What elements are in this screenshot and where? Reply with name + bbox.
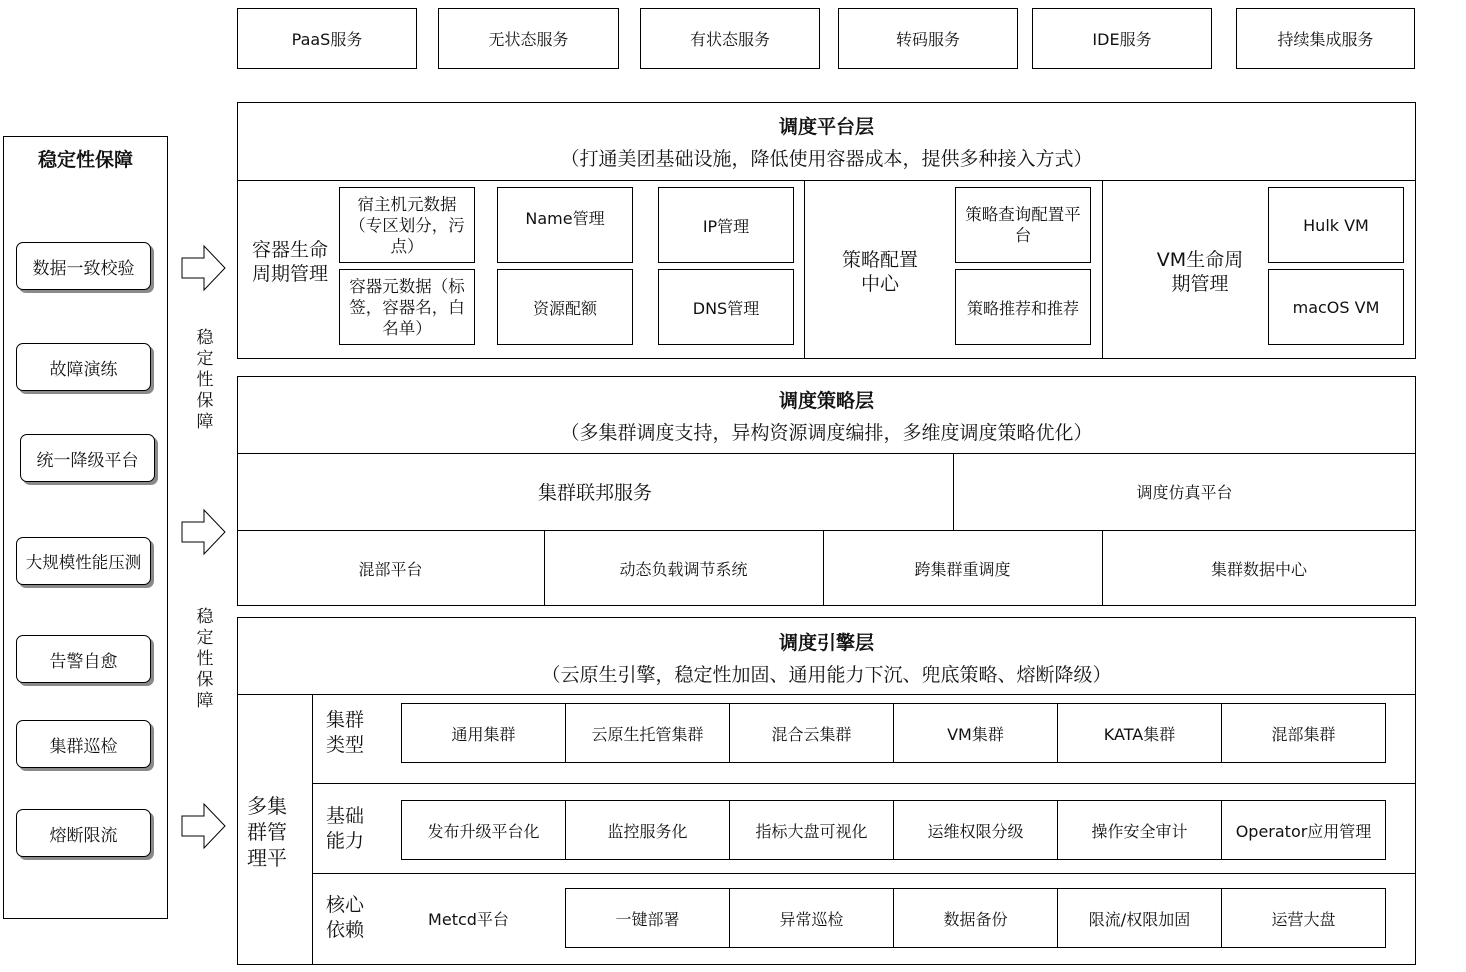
cluster-data-center: 集群数据中心 <box>1210 559 1307 579</box>
host-metadata: 宿主机元数据（专区划分，污点） <box>339 187 475 263</box>
divider <box>1102 180 1103 359</box>
capability-operator: Operator应用管理 <box>1221 800 1386 860</box>
dynamic-load-system: 动态负载调节系统 <box>619 559 748 579</box>
ip-management: IP管理 <box>658 187 794 263</box>
service-ide: IDE服务 <box>1032 8 1212 69</box>
divider <box>237 180 1416 181</box>
stability-side-label: 稳定性保障 <box>196 607 214 711</box>
name-management: Name管理 <box>497 187 633 263</box>
divider <box>804 180 805 359</box>
divider <box>312 694 313 965</box>
cluster-types-label: 集群类型 <box>326 709 365 756</box>
capability-release: 发布升级平台化 <box>401 800 566 860</box>
service-paas: PaaS服务 <box>237 8 417 69</box>
macos-vm: macOS VM <box>1268 269 1404 345</box>
capability-dashboard: 指标大盘可视化 <box>729 800 894 860</box>
service-stateful: 有状态服务 <box>640 8 820 69</box>
divider <box>237 694 1416 695</box>
core-ops-dashboard: 运营大盘 <box>1221 888 1386 948</box>
stability-item-circuit-break: 熔断限流 <box>16 809 151 857</box>
platform-layer-title: 调度平台层 <box>778 115 874 138</box>
strategy-layer-subtitle: （多集群调度支持，异构资源调度编排，多维度调度策略优化） <box>560 421 1093 444</box>
cluster-type-cloud-native: 云原生托管集群 <box>565 703 730 763</box>
multi-cluster-mgmt-label: 多集群管理平 <box>247 794 287 870</box>
capability-permission: 运维权限分级 <box>893 800 1058 860</box>
cluster-type-kata: KATA集群 <box>1057 703 1222 763</box>
right-arrow-icon <box>180 802 228 850</box>
cluster-type-colocation: 混部集群 <box>1221 703 1386 763</box>
dns-management: DNS管理 <box>658 269 794 345</box>
hulk-vm: Hulk VM <box>1268 187 1404 263</box>
stability-item-self-heal: 告警自愈 <box>16 635 151 683</box>
stability-title: 稳定性保障 <box>37 148 133 171</box>
vm-lifecycle-label: VM生命周期管理 <box>1156 249 1244 295</box>
core-data-backup: 数据备份 <box>893 888 1058 948</box>
capability-audit: 操作安全审计 <box>1057 800 1222 860</box>
policy-config-center: 策略配置中心 <box>841 249 918 295</box>
capability-monitoring: 监控服务化 <box>565 800 730 860</box>
metcd-platform: Metcd平台 <box>428 909 509 929</box>
stability-item-inspection: 集群巡检 <box>16 720 151 768</box>
strategy-layer-header <box>237 382 1416 448</box>
resource-quota: 资源配额 <box>497 269 633 345</box>
platform-layer-subtitle: （打通美团基础设施，降低使用容器成本，提供多种接入方式） <box>560 147 1093 170</box>
service-ci: 持续集成服务 <box>1236 8 1415 69</box>
stability-item-fault-drill: 故障演练 <box>16 343 151 391</box>
core-rate-limit: 限流/权限加固 <box>1057 888 1222 948</box>
strategy-layer-title: 调度策略层 <box>778 389 874 412</box>
policy-recommend: 策略推荐和推荐 <box>955 269 1091 345</box>
engine-layer-title: 调度引擎层 <box>778 631 874 654</box>
stability-item-consistency: 数据一致校验 <box>16 242 151 290</box>
core-one-click-deploy: 一键部署 <box>565 888 730 948</box>
cluster-type-hybrid-cloud: 混合云集群 <box>729 703 894 763</box>
core-anomaly-inspection: 异常巡检 <box>729 888 894 948</box>
core-dependency-label: 核心依赖 <box>326 894 365 941</box>
scheduling-simulation: 调度仿真平台 <box>1136 483 1233 502</box>
divider <box>312 873 1416 874</box>
container-metadata: 容器元数据（标签，容器名，白名单） <box>339 269 475 345</box>
right-arrow-icon <box>180 244 228 292</box>
platform-layer-header <box>237 108 1416 174</box>
right-arrow-icon <box>180 508 228 556</box>
cross-cluster-reschedule: 跨集群重调度 <box>914 559 1011 579</box>
basic-capability-label: 基础能力 <box>326 805 365 852</box>
service-transcode: 转码服务 <box>838 8 1018 69</box>
stability-side-label: 稳定性保障 <box>196 328 214 432</box>
stability-item-stress-test: 大规模性能压测 <box>16 537 151 585</box>
policy-query-platform: 策略查询配置平台 <box>955 187 1091 263</box>
colocation-platform: 混部平台 <box>358 559 423 579</box>
service-stateless: 无状态服务 <box>438 8 619 69</box>
container-lifecycle-label: 容器生命周期管理 <box>251 239 328 285</box>
cluster-type-general: 通用集群 <box>401 703 566 763</box>
stability-item-degrade: 统一降级平台 <box>20 434 155 482</box>
divider <box>312 783 1416 784</box>
engine-layer-header <box>237 624 1416 690</box>
cluster-type-vm: VM集群 <box>893 703 1058 763</box>
engine-layer-subtitle: （云原生引擎，稳定性加固、通用能力下沉、兜底策略、熔断降级） <box>541 663 1112 686</box>
cluster-federation: 集群联邦服务 <box>537 482 652 504</box>
